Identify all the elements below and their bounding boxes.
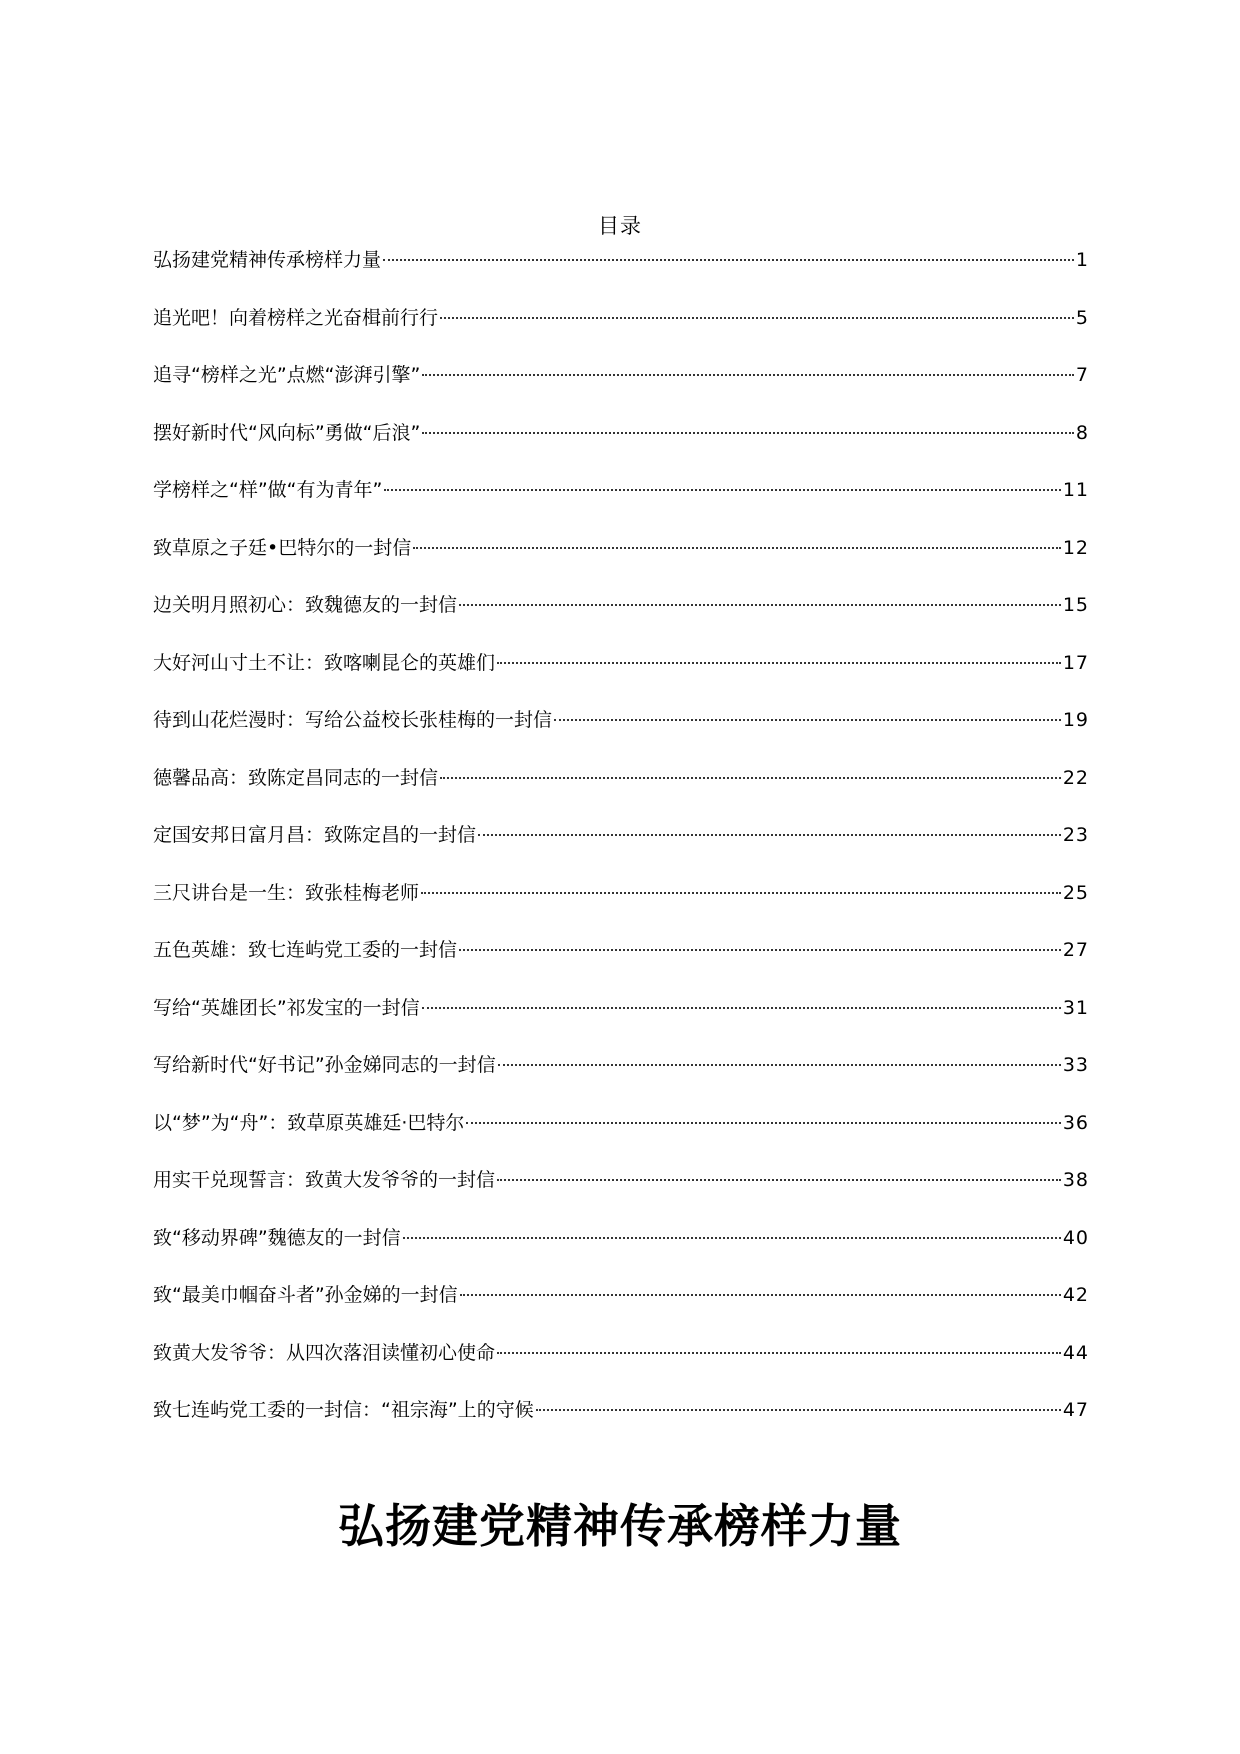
toc-page-number: 15	[1062, 594, 1089, 616]
toc-dot-leader	[440, 317, 1074, 319]
toc-entry[interactable]	[153, 360, 1089, 418]
toc-entry-title[interactable]: 弘扬建党精神传承榜样力量	[153, 249, 382, 271]
toc-dot-leader	[497, 662, 1061, 664]
toc-entry[interactable]	[153, 533, 1089, 591]
toc-dot-leader	[478, 834, 1061, 836]
toc-page-number: 19	[1062, 709, 1089, 731]
toc-entry-title[interactable]: 五色英雄：致七连屿党工委的一封信	[153, 939, 458, 961]
toc-entry[interactable]	[153, 820, 1089, 878]
toc-entry-title[interactable]: 以“梦”为“舟”：致草原英雄廷·巴特尔	[153, 1111, 465, 1134]
toc-dot-leader	[554, 719, 1061, 721]
toc-page-number: 25	[1062, 881, 1089, 904]
toc-entry-title[interactable]: 用实干兑现誓言：致黄大发爷爷的一封信	[153, 1169, 496, 1191]
toc-page-number: 1	[1075, 249, 1089, 271]
toc-entry[interactable]	[153, 763, 1089, 821]
toc-entry-title[interactable]: 追寻“榜样之光”点燃“澎湃引擎”	[153, 364, 421, 386]
toc-entry[interactable]	[153, 303, 1089, 361]
toc-page-number: 23	[1062, 824, 1089, 846]
toc-entry[interactable]	[153, 1165, 1089, 1223]
toc-dot-leader	[536, 1409, 1061, 1411]
toc-entry-title[interactable]: 致草原之子廷•巴特尔的一封信	[153, 536, 412, 559]
toc-page-number: 42	[1062, 1284, 1089, 1306]
toc-dot-leader	[459, 604, 1061, 606]
toc-page-number: 17	[1062, 651, 1089, 674]
toc-entry-title[interactable]: 学榜样之“样”做“有为青年”	[153, 479, 383, 501]
toc-page-number: 8	[1075, 421, 1089, 444]
toc-dot-leader	[440, 777, 1061, 779]
toc-dot-leader	[421, 892, 1061, 894]
toc-entry[interactable]	[153, 878, 1089, 936]
toc-entry[interactable]	[153, 1050, 1089, 1108]
toc-entry[interactable]	[153, 935, 1089, 993]
toc-page-number: 12	[1062, 536, 1089, 559]
toc-dot-leader	[413, 547, 1061, 549]
toc-page-number: 36	[1062, 1111, 1089, 1134]
toc-dot-leader	[460, 1294, 1061, 1296]
toc-dot-leader	[497, 1352, 1061, 1354]
toc-page-number: 27	[1062, 939, 1089, 961]
toc-page-number: 40	[1062, 1226, 1089, 1249]
toc-dot-leader	[459, 949, 1061, 951]
toc-entry[interactable]	[153, 648, 1089, 706]
toc-entry-title[interactable]: 摆好新时代“风向标”勇做“后浪”	[153, 421, 421, 444]
toc-entry-title[interactable]: 致黄大发爷爷：从四次落泪读懂初心使命	[153, 1341, 496, 1364]
toc-page-number: 44	[1062, 1341, 1089, 1364]
toc-entry[interactable]	[153, 1338, 1089, 1396]
toc-entry[interactable]	[153, 475, 1089, 533]
toc-heading: 目录	[598, 214, 642, 238]
toc-page-number: 38	[1062, 1169, 1089, 1191]
toc-dot-leader	[422, 432, 1074, 434]
toc-entry-title[interactable]: 致七连屿党工委的一封信：“祖宗海”上的守候	[153, 1399, 534, 1421]
toc-entry[interactable]	[153, 705, 1089, 763]
toc-entry[interactable]	[153, 1108, 1089, 1166]
toc-entry[interactable]	[153, 993, 1089, 1051]
toc-entry-title[interactable]: 写给“英雄团长”祁发宝的一封信	[153, 996, 420, 1019]
toc-dot-leader	[466, 1122, 1060, 1124]
document-title: 弘扬建党精神传承榜样力量	[338, 1498, 902, 1553]
toc-entry-title[interactable]: 定国安邦日富月昌：致陈定昌的一封信	[153, 824, 477, 846]
toc-page-number: 31	[1062, 996, 1089, 1019]
toc-page-number: 11	[1062, 479, 1089, 501]
toc-entry[interactable]	[153, 1395, 1089, 1453]
toc-entry-title[interactable]: 致“最美巾帼奋斗者”孙金娣的一封信	[153, 1284, 458, 1306]
toc-entry[interactable]	[153, 1280, 1089, 1338]
toc-dot-leader	[422, 374, 1074, 376]
toc-dot-leader	[498, 1064, 1061, 1066]
toc-entry[interactable]	[153, 418, 1089, 476]
toc-entry[interactable]	[153, 1223, 1089, 1281]
toc-entry-title[interactable]: 写给新时代“好书记”孙金娣同志的一封信	[153, 1054, 496, 1076]
toc-entry-title[interactable]: 三尺讲台是一生：致张桂梅老师	[153, 881, 420, 904]
toc-entry-title[interactable]: 德馨品高：致陈定昌同志的一封信	[153, 766, 439, 789]
toc-entry[interactable]	[153, 245, 1089, 303]
toc-dot-leader	[497, 1179, 1061, 1181]
toc-page-number: 33	[1062, 1054, 1089, 1076]
toc-page-number: 7	[1075, 364, 1089, 386]
toc-entry-title[interactable]: 大好河山寸土不让：致喀喇昆仑的英雄们	[153, 651, 496, 674]
toc-entry-title[interactable]: 边关明月照初心：致魏德友的一封信	[153, 594, 458, 616]
toc-dot-leader	[383, 259, 1074, 261]
toc-dot-leader	[422, 1007, 1061, 1009]
toc-entry-title[interactable]: 追光吧！向着榜样之光奋楫前行行	[153, 306, 439, 329]
toc-page-number: 5	[1075, 306, 1089, 329]
toc-dot-leader	[403, 1237, 1061, 1239]
toc-page-number: 47	[1062, 1399, 1089, 1421]
toc-dot-leader	[384, 489, 1060, 491]
toc-entry-title[interactable]: 致“移动界碑”魏德友的一封信	[153, 1226, 401, 1249]
toc-entry-title[interactable]: 待到山花烂漫时：写给公益校长张桂梅的一封信	[153, 709, 553, 731]
toc-entry[interactable]	[153, 590, 1089, 648]
toc-page-number: 22	[1062, 766, 1089, 789]
table-of-contents	[153, 245, 1089, 1453]
